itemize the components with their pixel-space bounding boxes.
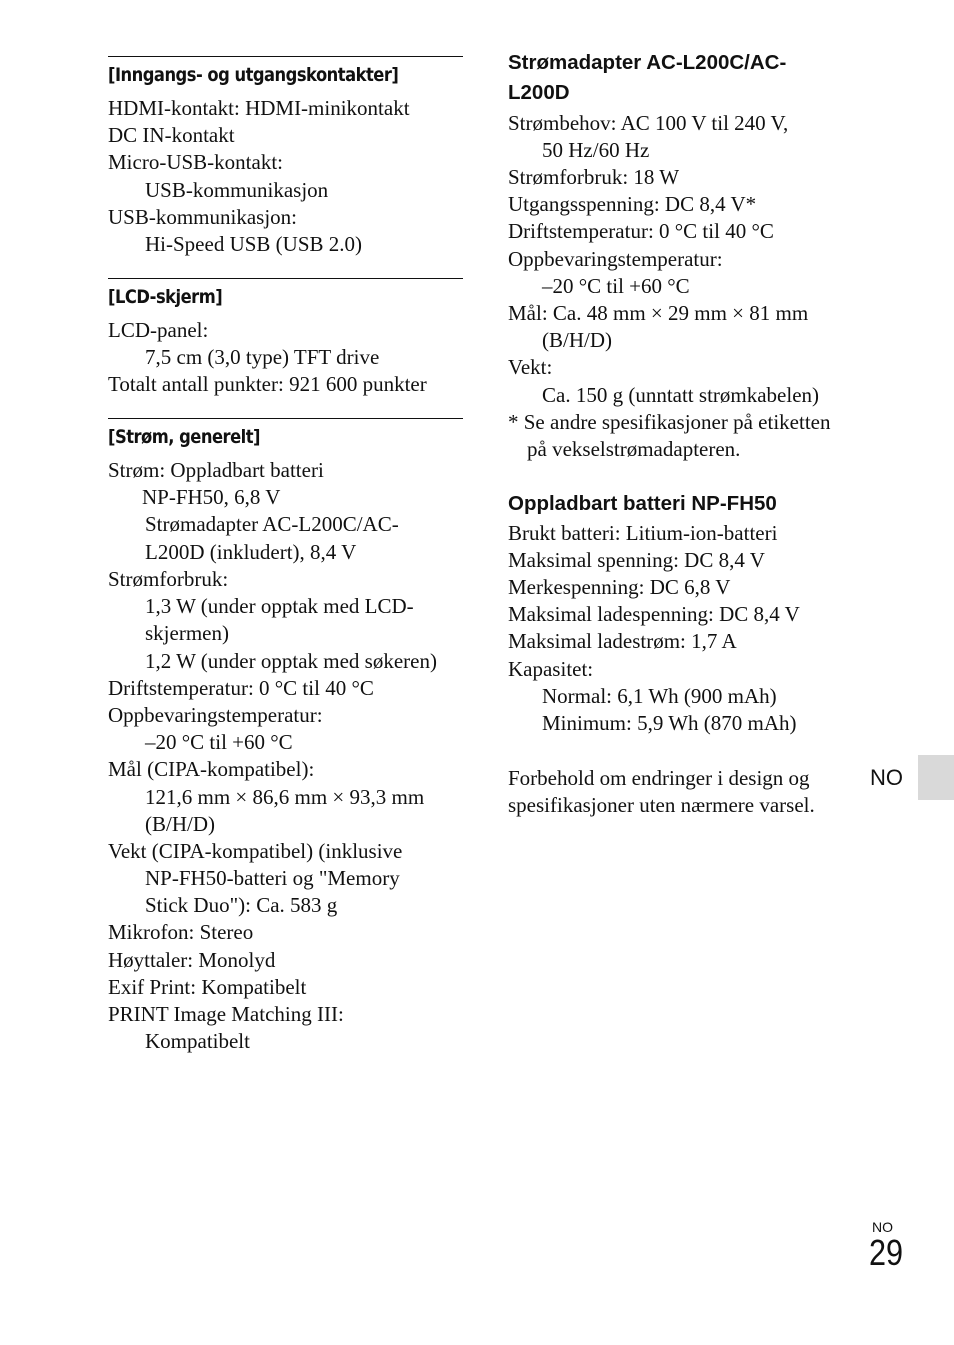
- section-title-adapter-cont: L200D: [508, 81, 570, 104]
- spec-line: Brukt batteri: Litium-ion-batteri: [508, 521, 778, 545]
- footnote: på vekselstrømadapteren.: [527, 437, 741, 461]
- spec-line: Exif Print: Kompatibelt: [108, 975, 307, 999]
- spec-line: HDMI-kontakt: HDMI-minikontakt: [108, 96, 410, 120]
- spec-line: Strømbehov: AC 100 V til 240 V,: [508, 111, 789, 135]
- spec-line: 121,6 mm × 86,6 mm × 93,3 mm: [145, 785, 425, 809]
- spec-line: NP-FH50, 6,8 V: [142, 485, 281, 509]
- spec-line: USB-kommunikasjon: [145, 178, 329, 202]
- spec-line: Mål (CIPA-kompatibel):: [108, 757, 315, 781]
- spec-line: DC IN-kontakt: [108, 123, 235, 147]
- spec-line: Minimum: 5,9 Wh (870 mAh): [542, 711, 797, 735]
- spec-line: 7,5 cm (3,0 type) TFT drive: [145, 345, 380, 369]
- spec-line: Oppbevaringstemperatur:: [108, 703, 323, 727]
- spec-line: Maksimal spenning: DC 8,4 V: [508, 548, 765, 572]
- notice-text: spesifikasjoner uten nærmere varsel.: [508, 793, 815, 817]
- spec-line: 1,3 W (under opptak med LCD-: [145, 594, 414, 618]
- spec-line: 50 Hz/60 Hz: [542, 138, 650, 162]
- section-divider: [108, 56, 463, 57]
- section-title-power: [Strøm, generelt]: [108, 426, 261, 448]
- section-divider: [108, 418, 463, 419]
- section-title-adapter: Strømadapter AC-L200C/AC-: [508, 51, 787, 74]
- spec-line: LCD-panel:: [108, 318, 209, 342]
- spec-line: Vekt (CIPA-kompatibel) (inklusive: [108, 839, 403, 863]
- spec-line: Vekt:: [508, 355, 553, 379]
- spec-line: Oppbevaringstemperatur:: [508, 247, 723, 271]
- language-label: NO: [870, 765, 903, 790]
- spec-line: Micro-USB-kontakt:: [108, 150, 283, 174]
- spec-line: (B/H/D): [542, 328, 612, 352]
- spec-line: Strømadapter AC-L200C/AC-: [145, 512, 399, 536]
- spec-line: Strømforbruk:: [108, 567, 229, 591]
- spec-line: Strømforbruk: 18 W: [508, 165, 680, 189]
- spec-line: Kapasitet:: [508, 657, 594, 681]
- spec-line: Merkespenning: DC 6,8 V: [508, 575, 731, 599]
- spec-line: NP-FH50-batteri og "Memory: [145, 866, 400, 890]
- language-tab: [918, 755, 954, 800]
- section-title-connectors: [Inngangs- og utgangskontakter]: [108, 64, 399, 86]
- spec-line: 1,2 W (under opptak med søkeren): [145, 649, 437, 673]
- spec-line: Ca. 150 g (unntatt strømkabelen): [542, 383, 820, 407]
- spec-line: Mikrofon: Stereo: [108, 920, 254, 944]
- page-number: 29: [869, 1232, 904, 1273]
- spec-line: Stick Duo"): Ca. 583 g: [145, 893, 338, 917]
- spec-line: Strøm: Oppladbart batteri: [108, 458, 324, 482]
- section-divider: [108, 278, 463, 279]
- footnote: * Se andre spesifikasjoner på etiketten: [508, 410, 831, 434]
- spec-line: L200D (inkludert), 8,4 V: [145, 540, 357, 564]
- spec-line: (B/H/D): [145, 812, 215, 836]
- spec-line: Maksimal ladestrøm: 1,7 A: [508, 629, 737, 653]
- spec-line: Kompatibelt: [145, 1029, 250, 1053]
- spec-line: skjermen): [145, 621, 229, 645]
- spec-line: Maksimal ladespenning: DC 8,4 V: [508, 602, 800, 626]
- section-title-battery: Oppladbart batteri NP-FH50: [508, 492, 777, 515]
- spec-line: –20 °C til +60 °C: [145, 730, 293, 754]
- spec-line: USB-kommunikasjon:: [108, 205, 298, 229]
- spec-line: Normal: 6,1 Wh (900 mAh): [542, 684, 777, 708]
- spec-line: Mål: Ca. 48 mm × 29 mm × 81 mm: [508, 301, 809, 325]
- spec-line: PRINT Image Matching III:: [108, 1002, 344, 1026]
- spec-line: Høyttaler: Monolyd: [108, 948, 276, 972]
- notice-text: Forbehold om endringer i design og: [508, 766, 810, 790]
- spec-line: Driftstemperatur: 0 °C til 40 °C: [508, 219, 774, 243]
- spec-line: Totalt antall punkter: 921 600 punkter: [108, 372, 427, 396]
- section-title-lcd: [LCD-skjerm]: [108, 286, 223, 308]
- spec-line: Hi-Speed USB (USB 2.0): [145, 232, 363, 256]
- page-language-code: NO: [872, 1219, 893, 1235]
- spec-line: Utgangsspenning: DC 8,4 V*: [508, 192, 757, 216]
- spec-line: Driftstemperatur: 0 °C til 40 °C: [108, 676, 374, 700]
- spec-line: –20 °C til +60 °C: [542, 274, 690, 298]
